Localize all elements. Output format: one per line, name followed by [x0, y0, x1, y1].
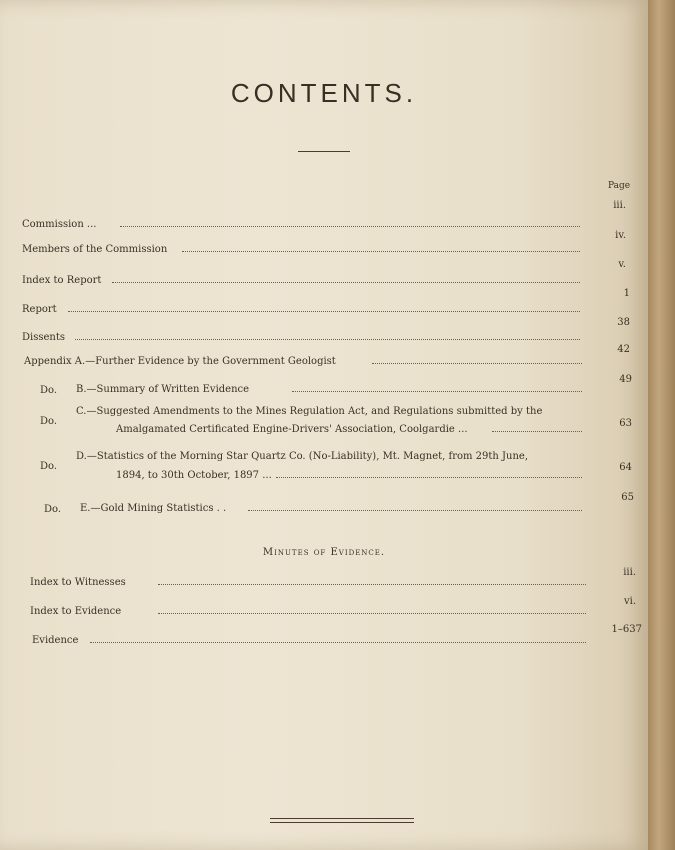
leader-dots [90, 642, 586, 644]
toc-page-evidence: 1–637 [611, 624, 642, 635]
title-rule [298, 151, 350, 152]
toc-entry-index-witnesses: Index to Witnesses [30, 577, 126, 588]
toc-entry-ditto-e-prefix: Do. [44, 504, 62, 515]
toc-entry-appendix-c: C.—Suggested Amendments to the Mines Regulation Act, and Regulations submitted by the [76, 406, 543, 417]
toc-entry-ditto-d-prefix: Do. [40, 461, 58, 472]
toc-entry-members: Members of the Commission [22, 244, 168, 255]
minutes-of-evidence-heading: Minutes of Evidence. [262, 547, 386, 558]
leader-dots [182, 251, 580, 253]
bottom-rule-top [270, 818, 414, 819]
toc-entry-ditto-b-prefix: Do. [40, 385, 58, 396]
leader-dots [276, 477, 582, 479]
leader-dots [492, 431, 582, 433]
leader-dots [158, 613, 586, 615]
leader-dots [68, 311, 580, 313]
toc-entry-appendix-e: E.—Gold Mining Statistics . . [80, 503, 227, 514]
toc-page-index-evidence: vi. [623, 596, 636, 607]
toc-page-report: 1 [623, 288, 630, 299]
page-column-header: Page [608, 181, 631, 191]
toc-entry-appendix-d: D.—Statistics of the Morning Star Quartz Co. (No-Liability), Mt. Magnet, from 29th June, [76, 451, 529, 462]
toc-entry-appendix-d-line2: 1894, to 30th October, 1897 ... [116, 470, 272, 481]
leader-dots [372, 363, 582, 365]
toc-entry-report: Report [22, 304, 57, 315]
leader-dots [75, 339, 580, 341]
toc-page-appendix-c: 63 [619, 418, 632, 429]
leader-dots [120, 226, 580, 228]
toc-entry-dissents: Dissents [22, 332, 65, 343]
page-title: CONTENTS. [230, 78, 418, 108]
toc-entry-commission: Commission ... [22, 219, 97, 230]
toc-page-index-report: v. [618, 259, 626, 270]
toc-entry-appendix-a: Appendix A.—Further Evidence by the Government Geologist [24, 356, 336, 367]
toc-page-dissents: 38 [617, 317, 630, 328]
bottom-rule-bottom [270, 822, 414, 823]
toc-page-appendix-b: 49 [619, 374, 632, 385]
toc-page-appendix-e: 65 [621, 492, 634, 503]
toc-page-members: iv. [615, 230, 626, 241]
leader-dots [248, 510, 582, 512]
toc-page-commission: iii. [613, 200, 626, 211]
page-edge [648, 0, 675, 850]
leader-dots [112, 282, 580, 284]
leader-dots [292, 391, 582, 393]
toc-entry-appendix-b: B.—Summary of Written Evidence [76, 384, 250, 395]
toc-entry-ditto-c-prefix: Do. [40, 416, 58, 427]
toc-entry-appendix-c-line2: Amalgamated Certificated Engine-Drivers' Association, Coolgardie ... [116, 424, 468, 435]
toc-entry-index-evidence: Index to Evidence [30, 606, 122, 617]
toc-page-appendix-a: 42 [617, 344, 630, 355]
toc-entry-evidence: Evidence [32, 635, 79, 646]
toc-page-appendix-d: 64 [619, 462, 632, 473]
leader-dots [158, 584, 586, 586]
toc-page-index-witnesses: iii. [623, 567, 636, 578]
toc-entry-index-report: Index to Report [22, 275, 102, 286]
